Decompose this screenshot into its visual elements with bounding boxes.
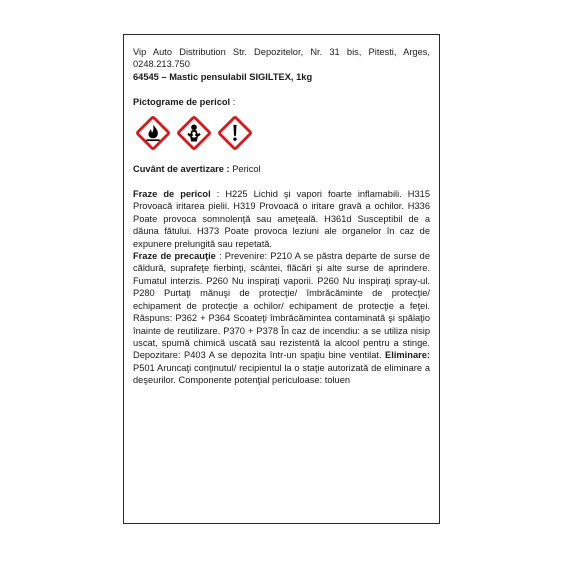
signal-word-label: Cuvânt de avertizare : xyxy=(133,163,230,174)
signal-word xyxy=(133,163,430,175)
pictograms-title: Pictograme de pericol xyxy=(133,97,231,108)
precautionary-statements xyxy=(133,250,430,386)
product-name: 64545 – Mastic pensulabil SIGILTEX, 1kg xyxy=(133,71,313,82)
precautionary-text-1: : Prevenire: P210 A se păstra departe de surse de căldură, suprafeţe fierbinţi, scântei, flăcări şi alte surse de aprindere. Fumatul interzis. P260 Nu inspiraţi vaporii. P260 Nu inspiraţi spray-ul. P280 Purtaţi mănuşi de protecţie/ îmbrăcăminte de protecţie/ echipament de protecţie a ochilor/ echipament de protecţie a feţei. Răspuns: P362 + P364 Scoateţi îmbrăcămintea contaminată şi spălaţio înainte de reutilizare. P370 + P378 În caz de incendiu: a se utiliza nisip uscat, spumă chimică uscată sau rezistentă la alcool pentru a stinge. Depozitare: P403 A se depozita într-un spaţiu bine ventilat. xyxy=(133,251,431,361)
pictogram-row xyxy=(134,114,430,152)
supplier-address: Vip Auto Distribution Str. Depozitelor, Nr. 31 bis, Pitesti, Arges, 0248.213.750 xyxy=(133,47,430,70)
health-hazard-icon xyxy=(175,114,213,152)
hazard-statements-label: Fraze de pericol xyxy=(133,189,211,200)
pictograms-title-suffix: : xyxy=(230,97,236,108)
flame-icon xyxy=(134,114,172,152)
precautionary-text-2: P501 Aruncaţi conţinutul/ recipientul la o staţie autorizată de eliminare a deşeurilor. Componente potenţial periculoase: toluen xyxy=(133,362,430,386)
safety-label xyxy=(123,34,440,524)
hazard-statements-text: : H225 Lichid şi vapori foarte inflamabili. H315 Provoacă iritarea pielii. H319 Provoacă o iritare gravă a ochilor. H336 Poate provoca somnolenţă sau ameţeală. H361d Susceptibil de a dăuna fătului. H373 Poate provoca leziuni ale organelor în caz de expunere prelungită sau repetată. xyxy=(133,189,430,249)
exclamation-icon xyxy=(216,114,254,152)
hazard-statements xyxy=(133,188,430,250)
pictograms-heading xyxy=(133,96,430,108)
precautionary-statements-label: Fraze de precauţie xyxy=(133,251,216,262)
disposal-label: Eliminare: xyxy=(385,350,430,361)
signal-word-value: Pericol xyxy=(229,163,261,174)
